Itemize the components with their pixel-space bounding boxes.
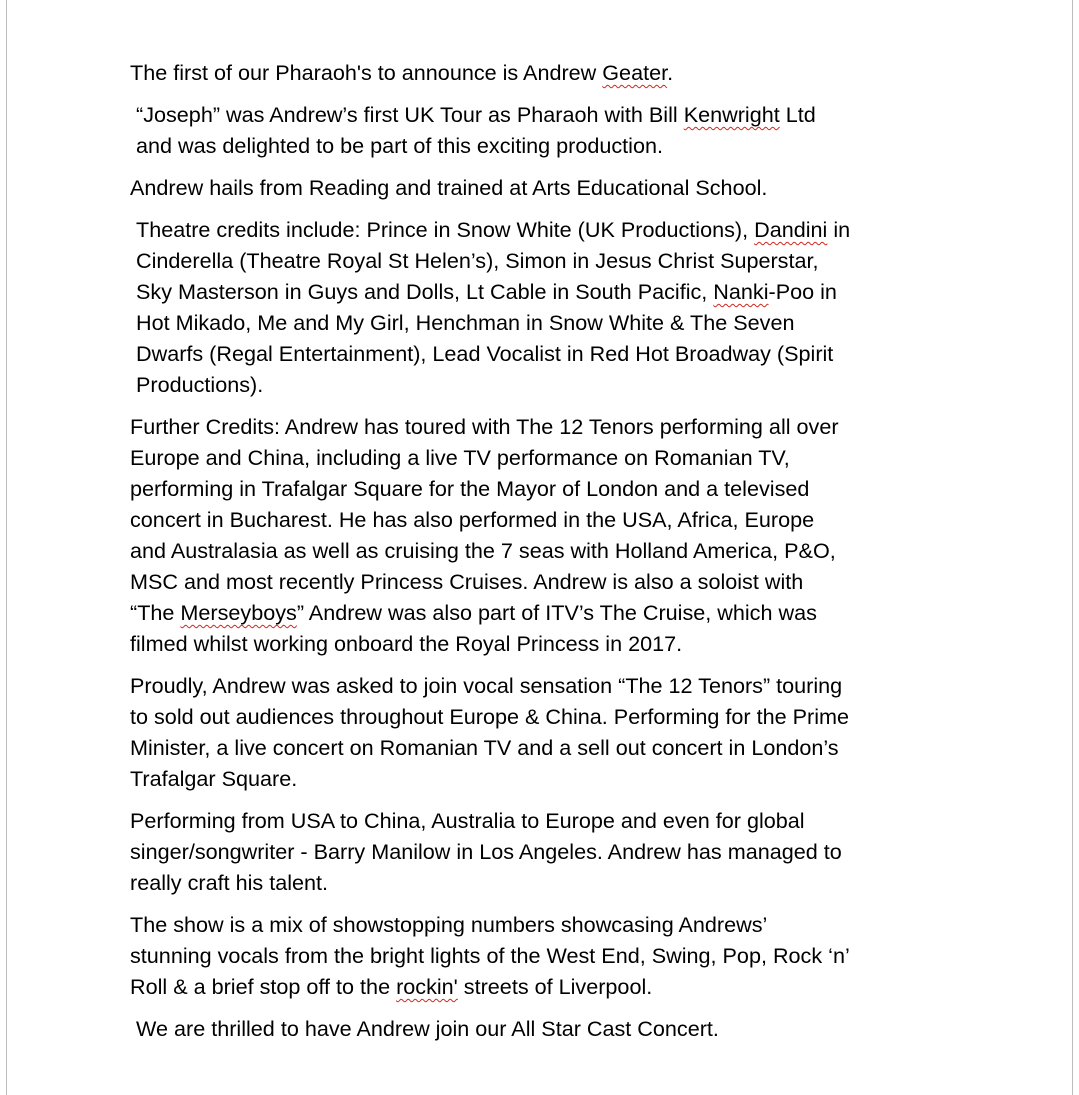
spelling-flag-merseyboys: Merseyboys bbox=[180, 600, 297, 625]
spelling-flag-geater: Geater bbox=[602, 60, 668, 85]
paragraph-training: Andrew hails from Reading and trained at Arts Educational School. bbox=[130, 175, 768, 200]
spelling-flag-rockin: rockin' bbox=[396, 974, 458, 999]
page-left-edge bbox=[6, 0, 7, 1095]
document-body[interactable] bbox=[130, 57, 965, 1055]
spelling-flag-kenwright: Kenwright bbox=[683, 102, 780, 127]
paragraph-intro: The first of our Pharaoh's to announce is Andrew Geater. bbox=[130, 60, 674, 85]
paragraph-performing-worldwide: Performing from USA to China, Australia to Europe and even for global singer/songwriter - Barry Manilow in Los Angeles. Andrew has managed to really craft his talent. bbox=[130, 808, 842, 895]
paragraph-12-tenors: Proudly, Andrew was asked to join vocal sensation “The 12 Tenors” touring to sold out audiences throughout Europe & China. Performing for the Prime Minister, a live concert on Romanian TV and a sell out concert in London’s Trafalgar Square. bbox=[130, 673, 850, 791]
spelling-flag-dandini: Dandini bbox=[754, 217, 828, 242]
page-right-edge bbox=[1072, 0, 1073, 1095]
paragraph-further-credits: Further Credits: Andrew has toured with The 12 Tenors performing all over Europe and China, including a live TV performance on Romanian TV, performing in Trafalgar Square for the Mayor of London and a televised concert in Bucharest. He has also performed in the USA, Africa, Europe and Australasia as well as cruising the 7 seas with Holland America, P&O, MSC and most recently Princess Cruises. Andrew is also a soloist with “The Merseyboys” Andrew was also part of ITV’s The Cruise, which was filmed whilst working onboard the Royal Princess in 2017. bbox=[130, 414, 839, 656]
paragraph-closing: We are thrilled to have Andrew join our All Star Cast Concert. bbox=[136, 1016, 719, 1041]
paragraph-show-description: The show is a mix of showstopping numbers showcasing Andrews’ stunning vocals from the bright lights of the West End, Swing, Pop, Rock ‘n’ Roll & a brief stop off to the rockin' streets of Liverpool. bbox=[130, 912, 850, 999]
paragraph-theatre-credits: Theatre credits include: Prince in Snow White (UK Productions), Dandini in Cinderella (Theatre Royal St Helen’s), Simon in Jesus Christ Superstar, Sky Masterson in Guys and Dolls, Lt Cable in South Pacific, Nanki-Poo in Hot Mikado, Me and My Girl, Henchman in Snow White & The Seven Dwarfs (Regal Entertainment), Lead Vocalist in Red Hot Broadway (Spirit Productions). bbox=[136, 217, 851, 397]
spelling-flag-nanki: Nanki bbox=[713, 279, 769, 304]
paragraph-joseph-tour: “Joseph” was Andrew’s first UK Tour as Pharaoh with Bill Kenwright Ltd and was delighted to be part of this exciting production. bbox=[136, 102, 816, 158]
